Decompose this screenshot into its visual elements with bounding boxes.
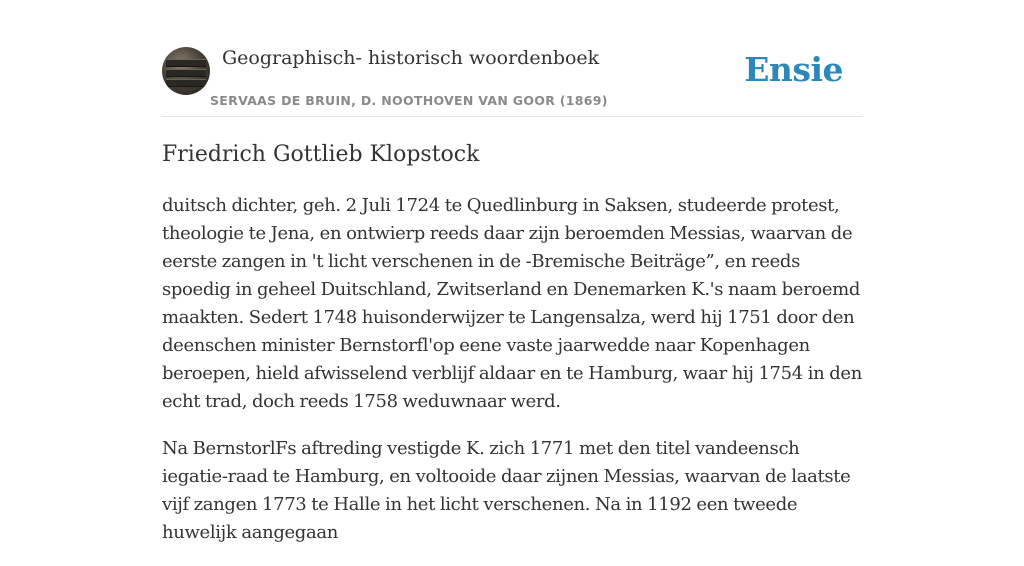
page-title: Friedrich Gottlieb Klopstock	[162, 142, 480, 167]
article-paragraph: duitsch dichter, geh. 2 Juli 1724 te Quedlinburg in Saksen, studeerde protest, theologie te Jena, en ontwierp reeds daar zijn beroemden Messias, waarvan de eerste zangen in 't licht verschenen in de -Bremische Beiträge”, en reeds spoedig in geheel Duitschland, Zwitserland en Denemarken K.'s naam beroemd maakten. Sedert 1748 huisonderwijzer te Langensalza, werd hij 1751 door den deenschen minister Bernstorfl'op eene vaste jaarwedde naar Kopenhagen beroepen, hield afwisselend verblijf aldaar en te Hamburg, waar hij 1754 in den echt trad, doch reeds 1758 weduwnaar werd.	[162, 195, 862, 412]
book-spine-icon	[166, 69, 206, 77]
book-cover-avatar[interactable]	[162, 47, 210, 95]
book-authors-meta: SERVAAS DE BRUIN, D. NOOTHOVEN VAN GOOR (1869)	[210, 93, 608, 108]
article-body	[162, 192, 862, 566]
article-paragraph: Na BernstorlFs aftreding vestigde K. zich 1771 met den titel vandeensch iegatie-raad te Hamburg, en voltooide daar zijnen Messias, waarvan de laatste vijf zangen 1773 te Halle in het licht verschenen. Na in 1192 een tweede huwelijk aangegaan	[162, 438, 851, 543]
book-title[interactable]: Geographisch- historisch woordenboek	[222, 47, 600, 69]
ensie-logo[interactable]: Ensie	[744, 50, 843, 89]
book-header	[162, 46, 862, 117]
book-spine-icon	[166, 79, 206, 87]
book-spine-icon	[166, 59, 206, 67]
